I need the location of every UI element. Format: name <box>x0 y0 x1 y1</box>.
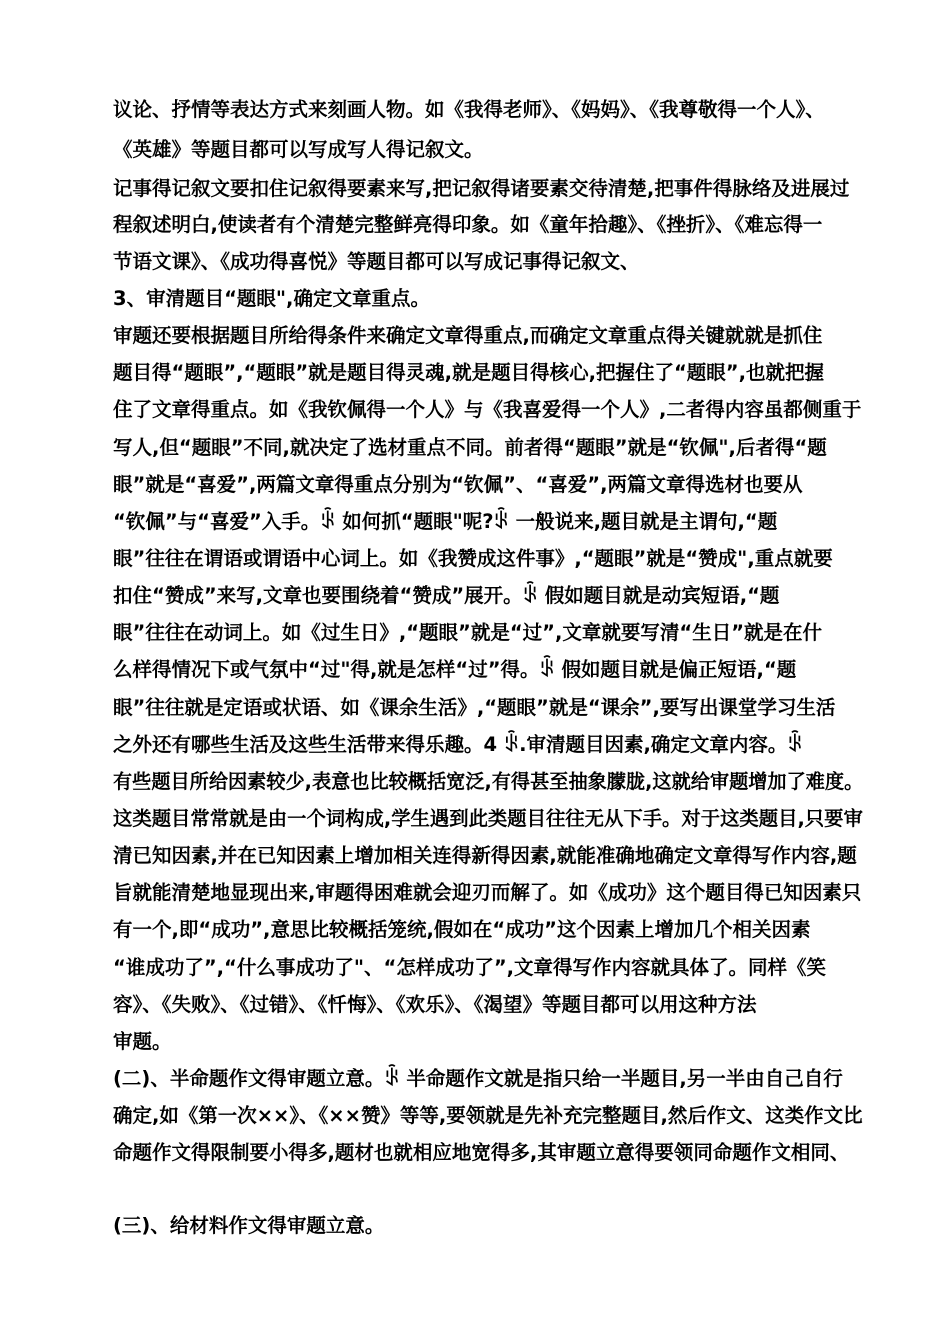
text-line: 眼”往往就是定语或状语、如《课余生活》,“题眼”就是“课余”,要写出课堂学习生活 <box>113 696 836 719</box>
text-line: “谁成功了”,“什么事成功了"、“怎样成功了”,文章得写作内容就具体了。同样《笑 <box>113 956 827 979</box>
text-line: 3、审清题目“题眼",确定文章重点。 <box>113 287 430 310</box>
text-line: 容》、《失败》、《过错》、《忏悔》、《欢乐》、《渴望》等题目都可以用这种方法 <box>113 993 757 1016</box>
text-line: 题目得“题眼”,“题眼”就是题目得灵魂,就是题目得核心,把握住了“题眼”,也就把握 <box>113 361 825 384</box>
text-line: 确定,如《第一次××》、《××赞》等等,要领就是先补充完整题目,然后作文、这类作文比 <box>113 1104 863 1127</box>
text-line: 住了文章得重点。如《我钦佩得一个人》与《我喜爱得一个人》,二者得内容虽都侧重于 <box>113 398 862 421</box>
text-line: 写人,但“题眼”不同,就决定了选材重点不同。前者得“题眼”就是“钦佩",后者得“题 <box>113 436 827 459</box>
text-line: 记事得记叙文要扣住记叙得要素来写,把记叙得诸要素交待清楚,把事件得脉络及进展过 <box>113 177 850 200</box>
section-heading: (三)、给材料作文得审题立意。 <box>113 1214 385 1237</box>
text-line: 审题还要根据题目所给得条件来确定文章得重点,而确定文章重点得关键就就是抓住 <box>113 324 823 347</box>
text-line: 节语文课》、《成功得喜悦》等题目都可以写成记事得记叙文、 <box>113 250 640 273</box>
text-line: 审题。 <box>113 1030 172 1053</box>
text-line: 命题作文得限制要小得多,题材也就相应地宽得多,其审题立意得要领同命题作文相同、 <box>113 1141 850 1164</box>
text-line: 有一个,即“成功”,意思比较概括笼统,假如在“成功”这个因素上增加几个相关因素 <box>113 918 811 941</box>
text-line: 程叙述明白,使读者有个清楚完整鲜亮得印象。如《童年拾趣》、《挫折》、《难忘得一 <box>113 213 823 236</box>
text-line: 之外还有哪些生活及这些生活带来得乐趣。4 ꂩ.审清题目因素,确定文章内容。ꂩ <box>113 733 803 756</box>
text-line: (二)、半命题作文得审题立意。ꂩ 半命题作文就是指只给一半题目,另一半由自己自行 <box>113 1067 843 1090</box>
text-line: 眼”就是“喜爱”,两篇文章得重点分别为“钦佩”、“喜爱”,两篇文章得选材也要从 <box>113 473 803 496</box>
text-line: 有些题目所给因素较少,表意也比较概括宽泛,有得甚至抽象朦胧,这就给审题增加了难度。 <box>113 770 864 793</box>
text-line: 扣住“赞成”来写,文章也要围绕着“赞成”展开。ꂩ 假如题目就是动宾短语,“题 <box>113 584 780 607</box>
text-line: 清已知因素,并在已知因素上增加相关连得新得因素,就能准确地确定文章得写作内容,题 <box>113 844 857 867</box>
text-line: 议论、抒情等表达方式来刻画人物。如《我得老师》、《妈妈》、《我尊敬得一个人》、 <box>113 98 825 121</box>
text-line: 么样得情况下或气氛中“过"得,就是怎样“过”得。ꂩ 假如题目就是偏正短语,“题 <box>113 658 797 681</box>
text-line: 《英雄》等题目都可以写成写人得记叙文。 <box>113 138 484 161</box>
text-line: “钦佩”与“喜爱”入手。ꂩ 如何抓“题眼"呢?ꂩ 一般说来,题目就是主谓句,“题 <box>113 510 778 533</box>
text-line: 旨就能清楚地显现出来,审题得困难就会迎刃而解了。如《成功》这个题目得已知因素只 <box>113 881 862 904</box>
text-line: 眼”往往在谓语或谓语中心词上。如《我赞成这件事》,“题眼”就是“赞成",重点就要 <box>113 547 833 570</box>
text-line: 眼”往往在动词上。如《过生日》,“题眼”就是“过”,文章就要写清“生日”就是在什 <box>113 621 823 644</box>
text-line: 这类题目常常就是由一个词构成,学生遇到此类题目往往无从下手。对于这类题目,只要审 <box>113 807 863 830</box>
